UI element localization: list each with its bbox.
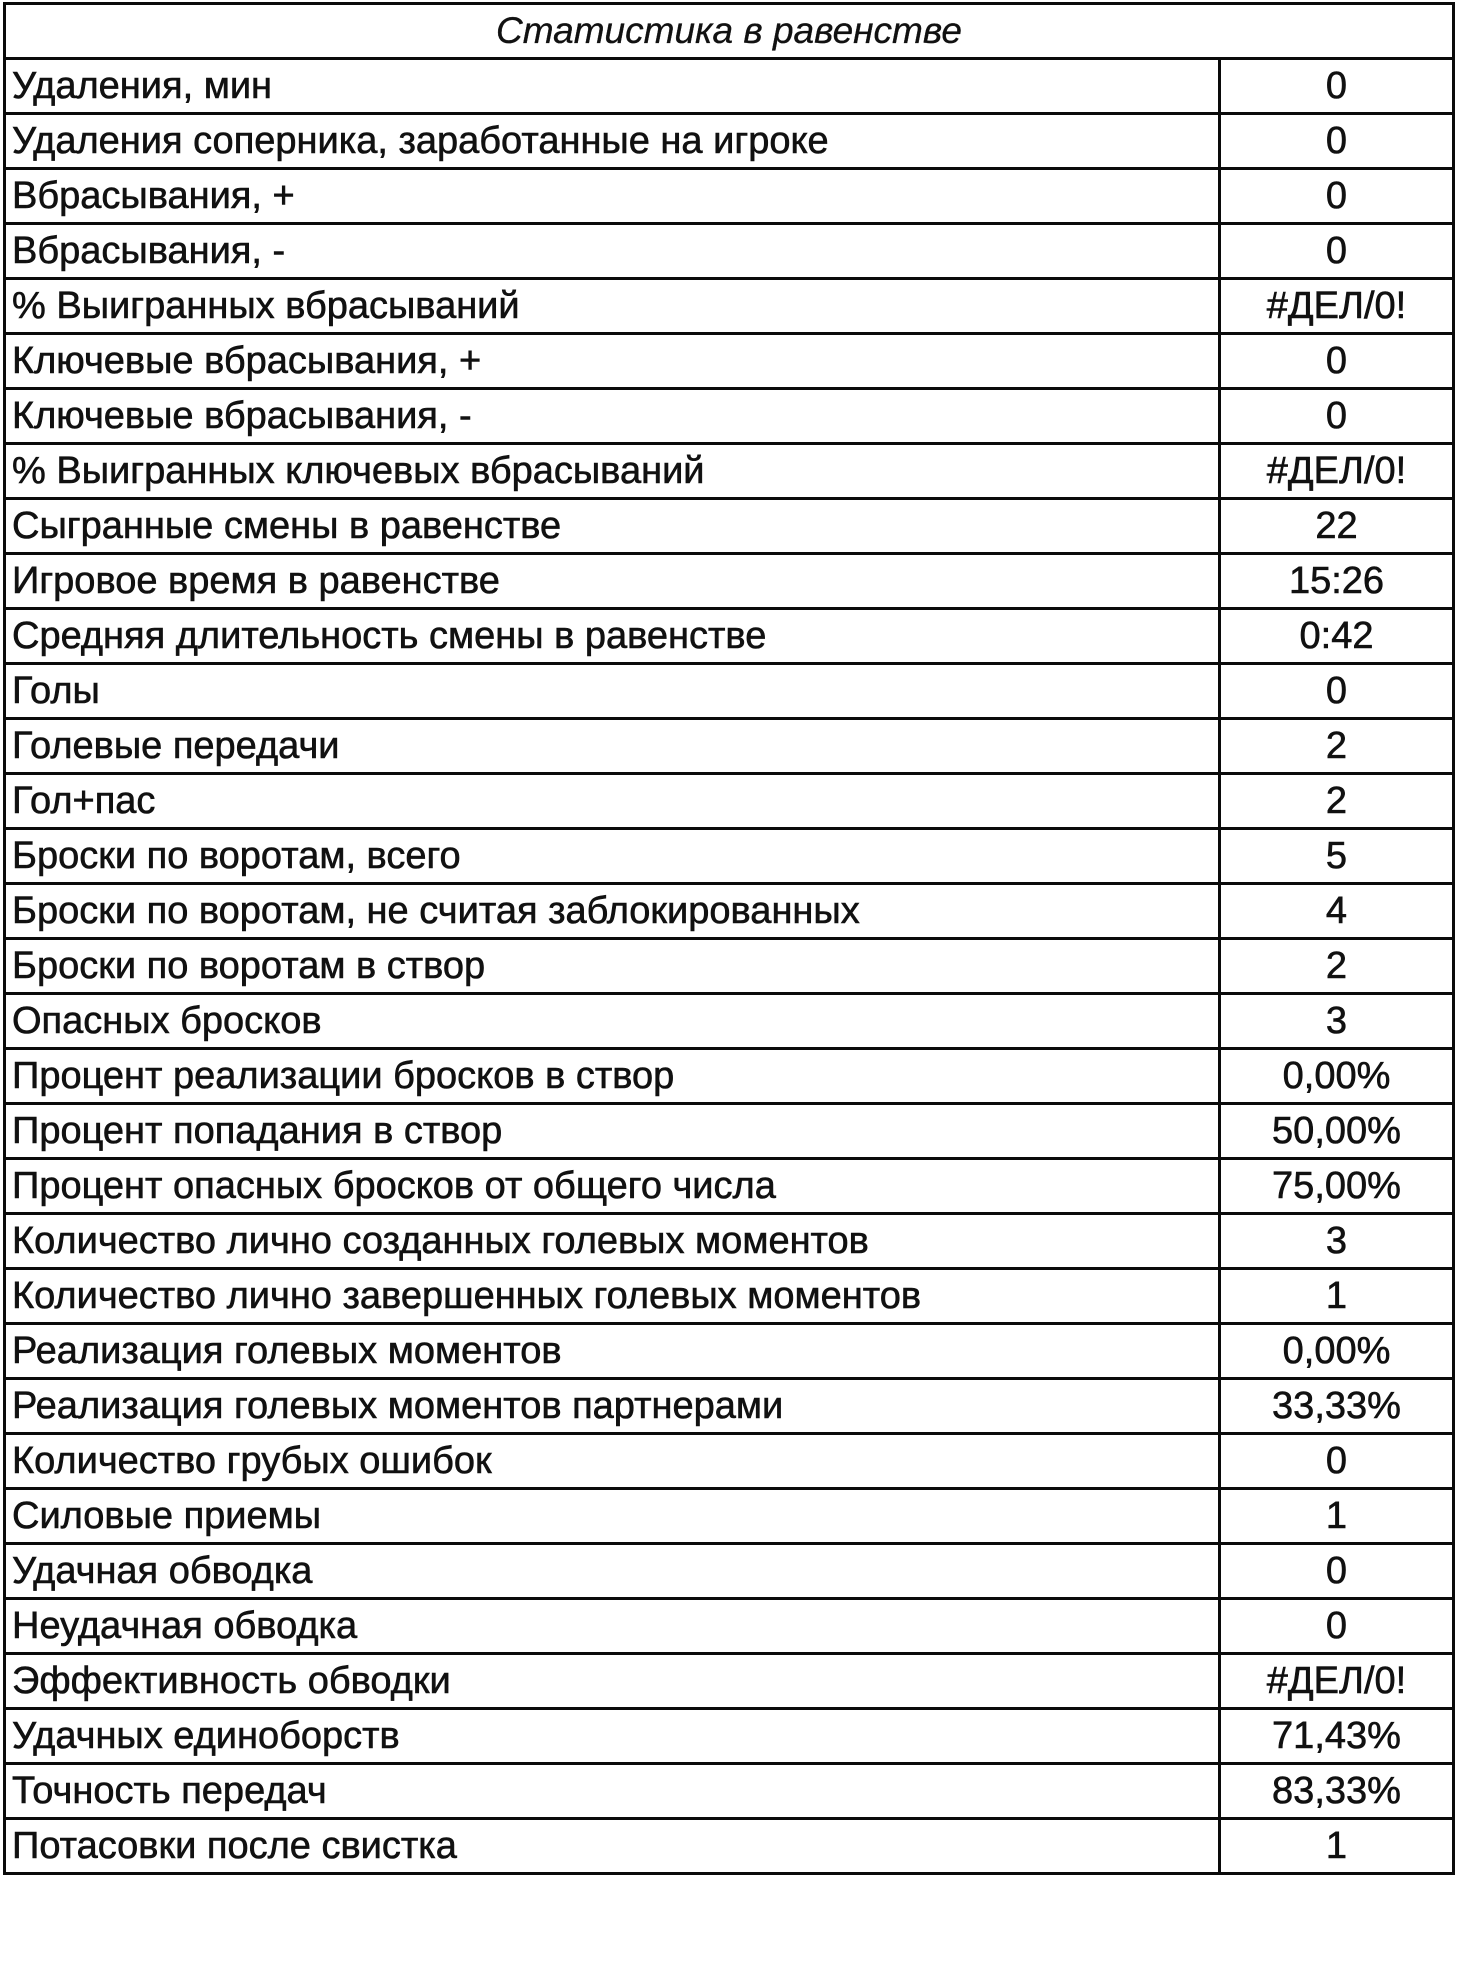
table-row: [5, 1379, 1454, 1434]
stat-value: 0: [1220, 114, 1454, 169]
stat-label: Вбрасывания, +: [5, 169, 1220, 224]
table-row: [5, 224, 1454, 279]
stat-value: 4: [1220, 884, 1454, 939]
stat-value: #ДЕЛ/0!: [1220, 1654, 1454, 1709]
stat-label: Удачных единоборств: [5, 1709, 1220, 1764]
stat-label: Броски по воротам в створ: [5, 939, 1220, 994]
stat-value: 0: [1220, 1434, 1454, 1489]
stat-value: 0:42: [1220, 609, 1454, 664]
stat-label: Броски по воротам, не считая заблокированных: [5, 884, 1220, 939]
stat-value: 0: [1220, 1544, 1454, 1599]
stat-label: Количество лично завершенных голевых моментов: [5, 1269, 1220, 1324]
table-row: [5, 279, 1454, 334]
table-row: [5, 1764, 1454, 1819]
stat-label: Опасных бросков: [5, 994, 1220, 1049]
stat-value: 3: [1220, 1214, 1454, 1269]
stat-value: 0,00%: [1220, 1049, 1454, 1104]
table-row: [5, 554, 1454, 609]
table-row: [5, 1159, 1454, 1214]
table-row: [5, 389, 1454, 444]
stat-value: 2: [1220, 939, 1454, 994]
stat-label: Удачная обводка: [5, 1544, 1220, 1599]
stat-value: 22: [1220, 499, 1454, 554]
stat-value: 83,33%: [1220, 1764, 1454, 1819]
stat-label: Броски по воротам, всего: [5, 829, 1220, 884]
stat-value: 0: [1220, 1599, 1454, 1654]
table-row: [5, 169, 1454, 224]
stat-value: 0: [1220, 664, 1454, 719]
stat-value: 0: [1220, 334, 1454, 389]
stat-label: Потасовки после свистка: [5, 1819, 1220, 1874]
stat-label: Гол+пас: [5, 774, 1220, 829]
table-title: Статистика в равенстве: [5, 4, 1454, 59]
stat-value: 0,00%: [1220, 1324, 1454, 1379]
stat-label: Процент опасных бросков от общего числа: [5, 1159, 1220, 1214]
table-row: [5, 994, 1454, 1049]
table-row: [5, 774, 1454, 829]
stat-label: Ключевые вбрасывания, -: [5, 389, 1220, 444]
stat-value: 0: [1220, 169, 1454, 224]
stat-label: Реализация голевых моментов партнерами: [5, 1379, 1220, 1434]
table-row: [5, 444, 1454, 499]
stat-value: 0: [1220, 389, 1454, 444]
stat-value: 2: [1220, 774, 1454, 829]
stat-value: #ДЕЛ/0!: [1220, 279, 1454, 334]
stat-label: Вбрасывания, -: [5, 224, 1220, 279]
table-header-row: [5, 4, 1454, 59]
table-row: [5, 1654, 1454, 1709]
stat-label: Количество лично созданных голевых моментов: [5, 1214, 1220, 1269]
stat-value: 0: [1220, 224, 1454, 279]
stat-value: 71,43%: [1220, 1709, 1454, 1764]
stat-label: Неудачная обводка: [5, 1599, 1220, 1654]
table-row: [5, 114, 1454, 169]
stat-value: 33,33%: [1220, 1379, 1454, 1434]
stat-label: % Выигранных вбрасываний: [5, 279, 1220, 334]
stat-label: Процент реализации бросков в створ: [5, 1049, 1220, 1104]
stat-value: 15:26: [1220, 554, 1454, 609]
stat-label: Силовые приемы: [5, 1489, 1220, 1544]
table-row: [5, 1269, 1454, 1324]
stat-label: Эффективность обводки: [5, 1654, 1220, 1709]
table-row: [5, 1104, 1454, 1159]
table-row: [5, 609, 1454, 664]
stat-label: Удаления, мин: [5, 59, 1220, 114]
stat-label: Игровое время в равенстве: [5, 554, 1220, 609]
stat-label: Процент попадания в створ: [5, 1104, 1220, 1159]
stat-label: % Выигранных ключевых вбрасываний: [5, 444, 1220, 499]
stat-value: 1: [1220, 1269, 1454, 1324]
stat-value: 0: [1220, 59, 1454, 114]
stats-table: [3, 2, 1455, 1875]
stat-label: Удаления соперника, заработанные на игроке: [5, 114, 1220, 169]
stat-value: 1: [1220, 1489, 1454, 1544]
table-row: [5, 1544, 1454, 1599]
table-row: [5, 1599, 1454, 1654]
stat-value: 50,00%: [1220, 1104, 1454, 1159]
table-row: [5, 1324, 1454, 1379]
stat-value: 5: [1220, 829, 1454, 884]
table-row: [5, 1214, 1454, 1269]
stat-value: 2: [1220, 719, 1454, 774]
stat-label: Количество грубых ошибок: [5, 1434, 1220, 1489]
table-row: [5, 1049, 1454, 1104]
table-row: [5, 884, 1454, 939]
stat-label: Голы: [5, 664, 1220, 719]
table-row: [5, 829, 1454, 884]
stat-label: Точность передач: [5, 1764, 1220, 1819]
stat-label: Голевые передачи: [5, 719, 1220, 774]
table-row: [5, 939, 1454, 994]
table-row: [5, 499, 1454, 554]
stat-value: #ДЕЛ/0!: [1220, 444, 1454, 499]
stat-value: 3: [1220, 994, 1454, 1049]
table-row: [5, 664, 1454, 719]
table-row: [5, 1489, 1454, 1544]
stat-label: Реализация голевых моментов: [5, 1324, 1220, 1379]
table-row: [5, 334, 1454, 389]
stat-value: 75,00%: [1220, 1159, 1454, 1214]
stat-label: Сыгранные смены в равенстве: [5, 499, 1220, 554]
table-row: [5, 719, 1454, 774]
table-row: [5, 1434, 1454, 1489]
stat-value: 1: [1220, 1819, 1454, 1874]
table-row: [5, 59, 1454, 114]
stat-label: Ключевые вбрасывания, +: [5, 334, 1220, 389]
table-row: [5, 1819, 1454, 1874]
stat-label: Средняя длительность смены в равенстве: [5, 609, 1220, 664]
table-row: [5, 1709, 1454, 1764]
